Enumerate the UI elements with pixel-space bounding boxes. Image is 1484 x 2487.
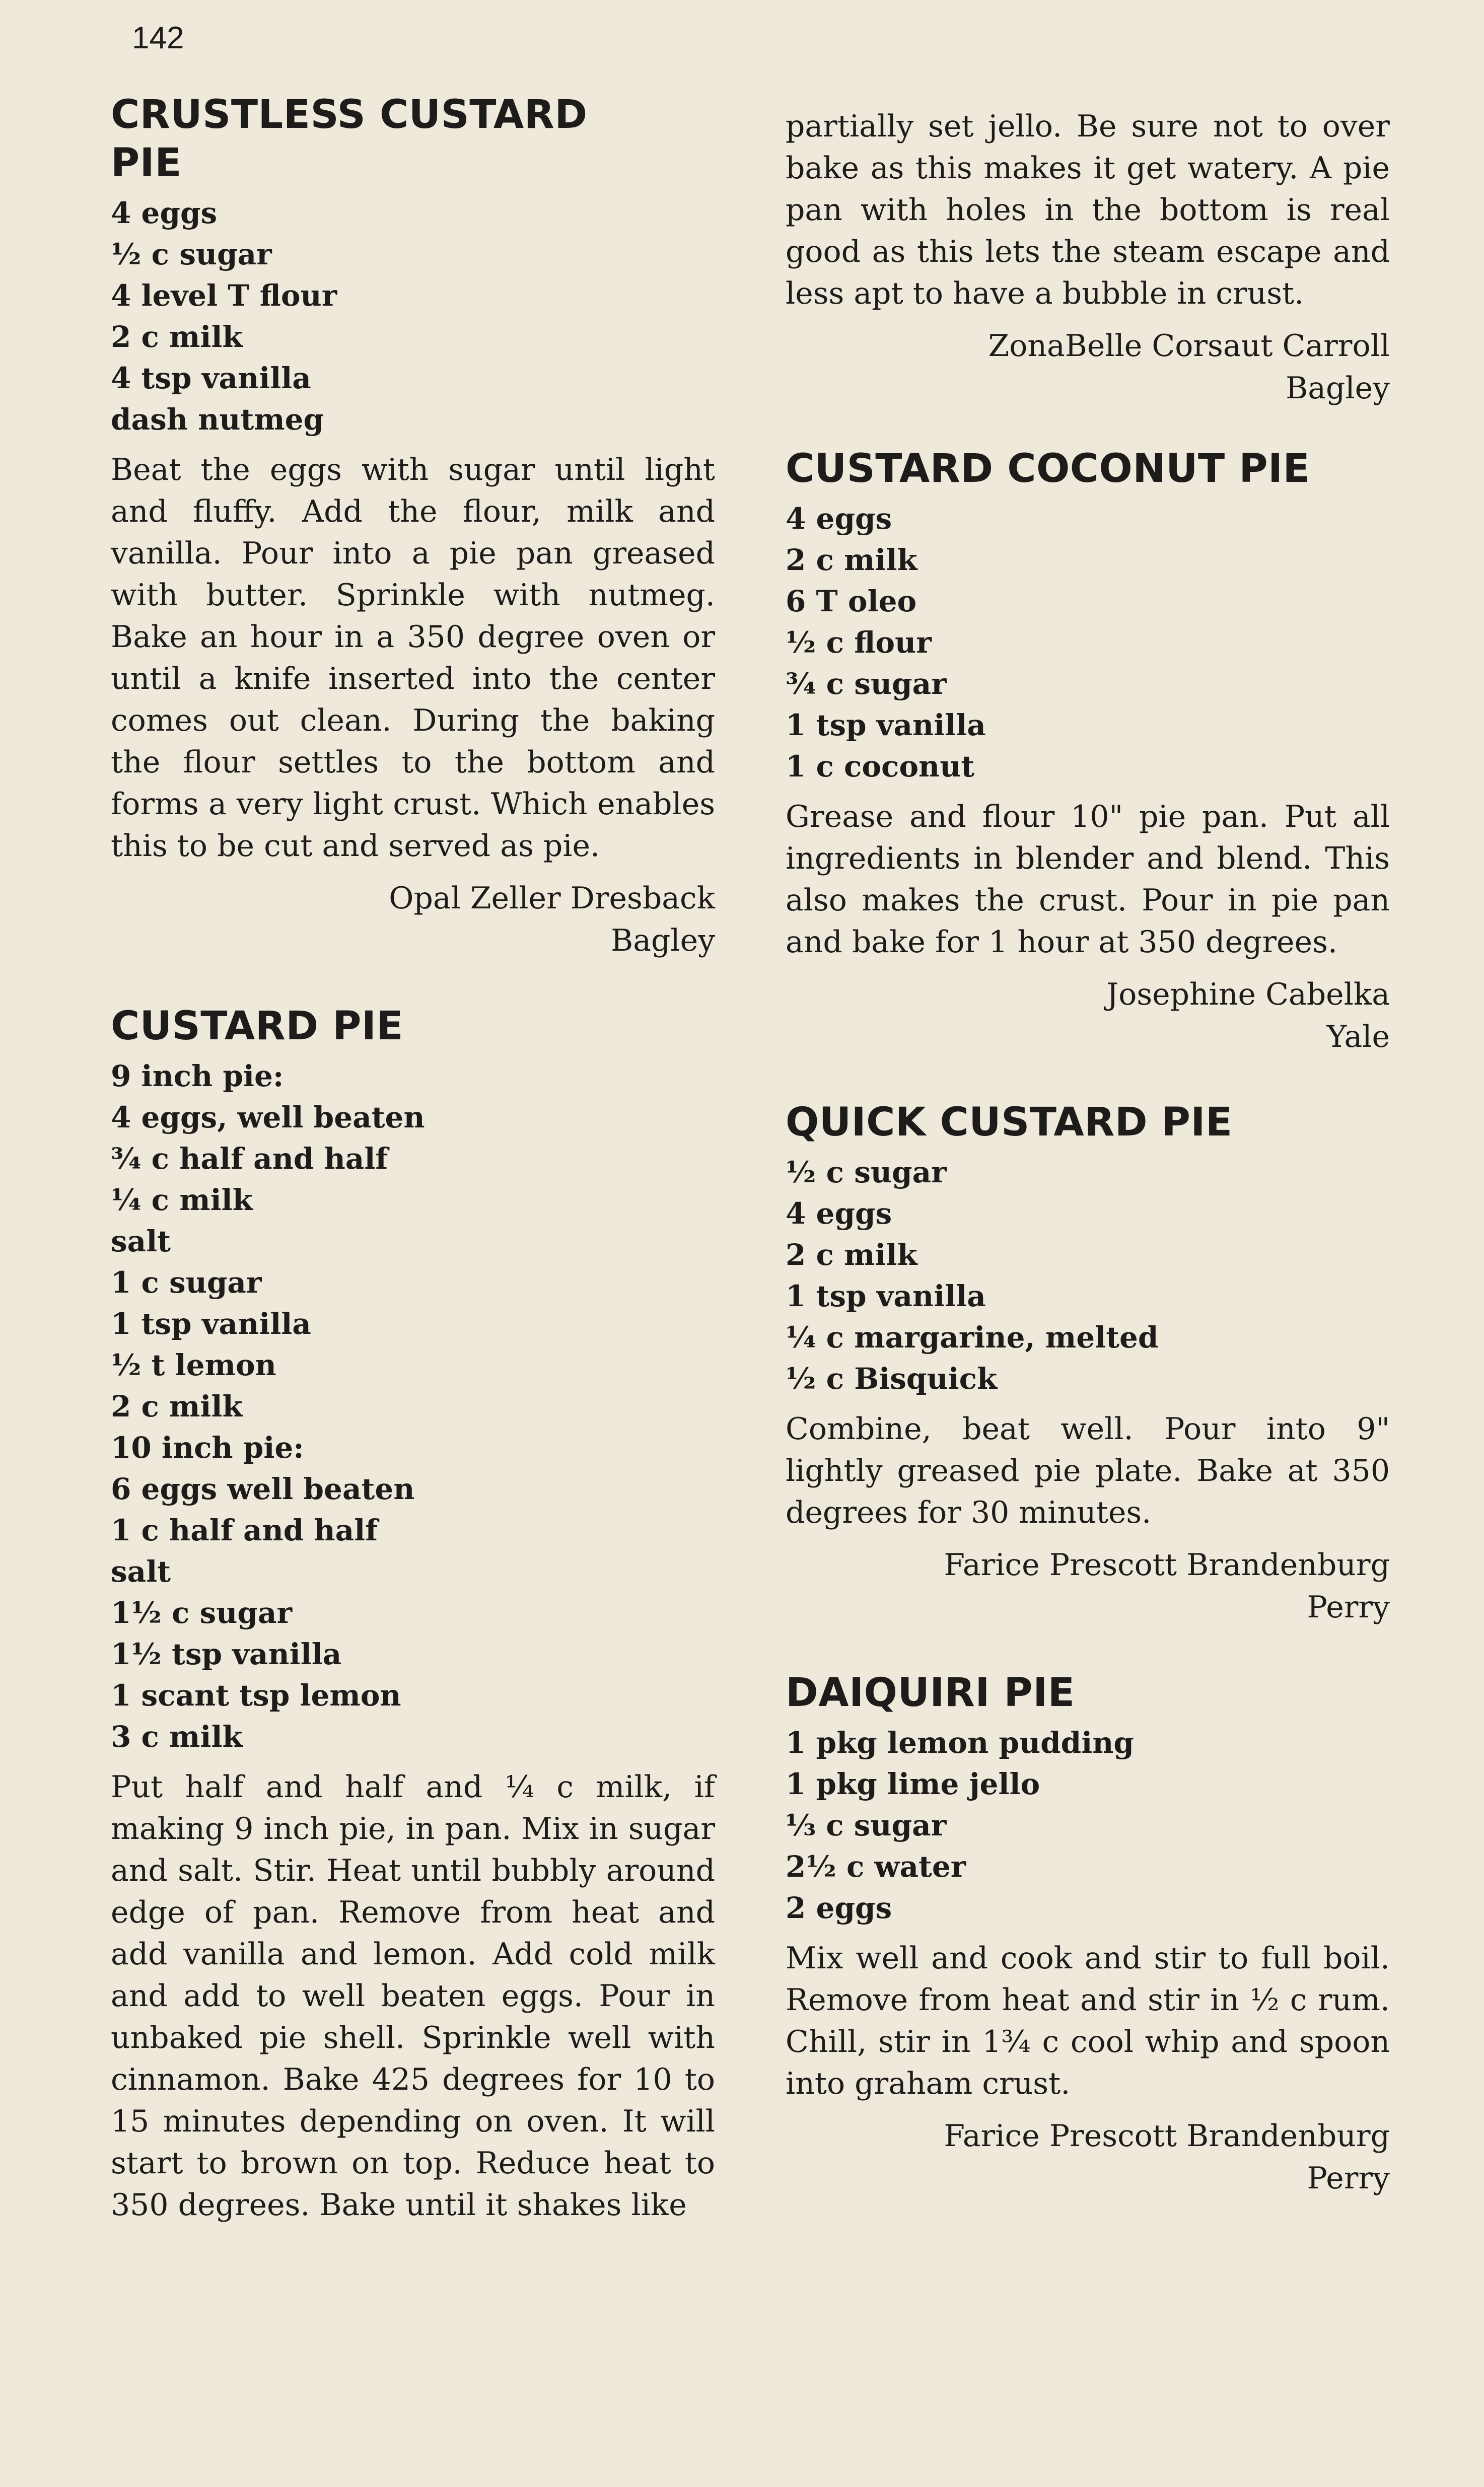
ingredient-list xyxy=(786,498,1390,787)
ingredient: 1 tsp vanilla xyxy=(786,1279,986,1313)
recipe-attribution xyxy=(111,877,715,962)
recipe-instructions: Grease and flour 10" pie pan. Put all ingredients in blender and blend. This also makes the crust. Pour in pie pan and bake for 1 hour at 350 degrees. xyxy=(786,799,1390,960)
recipe-attribution xyxy=(786,973,1390,1058)
ingredient: ¼ c margarine, melted xyxy=(786,1320,1159,1355)
ingredient-list xyxy=(111,1055,715,1757)
ingredient: 10 inch pie: xyxy=(111,1431,304,1465)
ingredient: ½ c sugar xyxy=(786,1155,947,1189)
recipe-quick-custard-pie xyxy=(786,1098,1390,1628)
page-number: 142 xyxy=(132,21,184,55)
recipe-custard-pie-continued xyxy=(786,106,1390,409)
recipe-custard-coconut-pie xyxy=(786,445,1390,1058)
ingredient: 1 c half and half xyxy=(111,1513,378,1547)
ingredient: 4 eggs xyxy=(786,502,892,536)
ingredient: 1 c sugar xyxy=(111,1265,262,1300)
recipe-custard-pie xyxy=(111,1002,715,2226)
recipe-instructions: Combine, beat well. Pour into 9" lightly greased pie plate. Bake at 350 degrees for 30 minutes. xyxy=(786,1411,1390,1530)
ingredient: 2 c milk xyxy=(786,543,917,577)
ingredient: dash nutmeg xyxy=(111,402,324,437)
recipe-crustless-custard-pie xyxy=(111,91,715,962)
author-location: Bagley xyxy=(611,923,715,958)
ingredient: 4 level T flour xyxy=(111,278,337,313)
ingredient: 4 tsp vanilla xyxy=(111,361,311,395)
ingredient: 4 eggs, well beaten xyxy=(111,1100,425,1134)
recipe-attribution xyxy=(786,325,1390,409)
ingredient: ¾ c sugar xyxy=(786,667,947,701)
ingredient: 1 tsp vanilla xyxy=(111,1307,311,1341)
recipe-instructions: Beat the eggs with sugar until light and fluffy. Add the flour, milk and vanilla. Pour into a pie pan greased with butter. Sprinkle with nutmeg. Bake an hour in a 350 degree oven or until a knife inserted into the center comes out clean. During the baking the flour settles to the bottom and forms a very light crust. Which enables this to be cut and served as pie. xyxy=(111,452,715,864)
ingredient: 2 c milk xyxy=(111,320,243,354)
ingredient: 1½ c sugar xyxy=(111,1596,293,1630)
recipe-title: DAIQUIRI PIE xyxy=(786,1670,1075,1716)
recipe-instructions: Put half and half and ¼ c milk, if making 9 inch pie, in pan. Mix in sugar and salt. Stir. Heat until bubbly around edge of pan. Remove from heat and add vanilla and lemon. Add cold milk and add to well beaten eggs. Pour in unbaked pie shell. Sprinkle well with cinnamon. Bake 425 degrees for 10 to 15 minutes depending on oven. It will start to brown on top. Reduce heat to 350 degrees. Bake until it shakes like xyxy=(111,1769,715,2223)
author-location: Perry xyxy=(1307,2161,1390,2196)
recipe-instructions: partially set jello. Be sure not to over bake as this makes it get watery. A pie pan with holes in the bottom is real good as this lets the steam escape and less apt to have a bubble in crust. xyxy=(786,109,1390,311)
ingredient: 6 eggs well beaten xyxy=(111,1472,415,1506)
recipe-attribution xyxy=(786,2115,1390,2199)
ingredient: ½ c Bisquick xyxy=(786,1362,998,1396)
ingredient: 1 pkg lemon pudding xyxy=(786,1726,1134,1760)
recipe-title: QUICK CUSTARD PIE xyxy=(786,1100,1233,1145)
recipe-attribution xyxy=(786,1544,1390,1628)
right-column xyxy=(786,106,1390,2240)
left-column xyxy=(111,91,715,2266)
ingredient-list xyxy=(111,192,715,440)
author-name: ZonaBelle Corsaut Carroll xyxy=(988,328,1390,364)
author-name: Opal Zeller Dresback xyxy=(389,881,715,916)
recipe-title: CRUSTLESS CUSTARD PIE xyxy=(111,92,588,186)
ingredient: ½ c flour xyxy=(786,625,932,660)
ingredient: 9 inch pie: xyxy=(111,1059,284,1093)
recipe-title: CUSTARD PIE xyxy=(111,1004,404,1049)
ingredient: 1½ tsp vanilla xyxy=(111,1637,342,1671)
ingredient: 1 c coconut xyxy=(786,749,975,784)
ingredient: 6 T oleo xyxy=(786,584,917,618)
ingredient: 4 eggs xyxy=(111,196,218,230)
ingredient: 2 c milk xyxy=(111,1389,243,1424)
ingredient: ¼ c milk xyxy=(111,1183,253,1217)
ingredient: ½ c sugar xyxy=(111,237,272,271)
ingredient-list xyxy=(786,1722,1390,1929)
author-location: Bagley xyxy=(1286,371,1390,406)
ingredient: 2½ c water xyxy=(786,1850,966,1884)
author-name: Farice Prescott Brandenburg xyxy=(944,1547,1390,1583)
ingredient: salt xyxy=(111,1224,171,1258)
recipe-instructions: Mix well and cook and stir to full boil. Remove from heat and stir in ½ c rum. Chill, stir in 1¾ c cool whip and spoon into graham crust. xyxy=(786,1941,1390,2101)
author-name: Josephine Cabelka xyxy=(1106,977,1390,1012)
ingredient-list xyxy=(786,1152,1390,1399)
ingredient: ½ t lemon xyxy=(111,1348,276,1382)
ingredient: salt xyxy=(111,1554,171,1589)
ingredient: 1 pkg lime jello xyxy=(786,1767,1040,1801)
ingredient: 4 eggs xyxy=(786,1196,892,1231)
ingredient: 2 c milk xyxy=(786,1238,917,1272)
recipe-daiquiri-pie xyxy=(786,1669,1390,2199)
ingredient: 2 eggs xyxy=(786,1891,892,1925)
ingredient: 3 c milk xyxy=(111,1720,243,1754)
author-name: Farice Prescott Brandenburg xyxy=(944,2118,1390,2154)
recipe-title: CUSTARD COCONUT PIE xyxy=(786,446,1310,491)
author-location: Perry xyxy=(1307,1590,1390,1625)
ingredient: 1 scant tsp lemon xyxy=(111,1678,401,1713)
author-location: Yale xyxy=(1326,1019,1390,1054)
ingredient: 1 tsp vanilla xyxy=(786,708,986,742)
ingredient: ¾ c half and half xyxy=(111,1142,388,1176)
ingredient: ⅓ c sugar xyxy=(786,1808,947,1842)
